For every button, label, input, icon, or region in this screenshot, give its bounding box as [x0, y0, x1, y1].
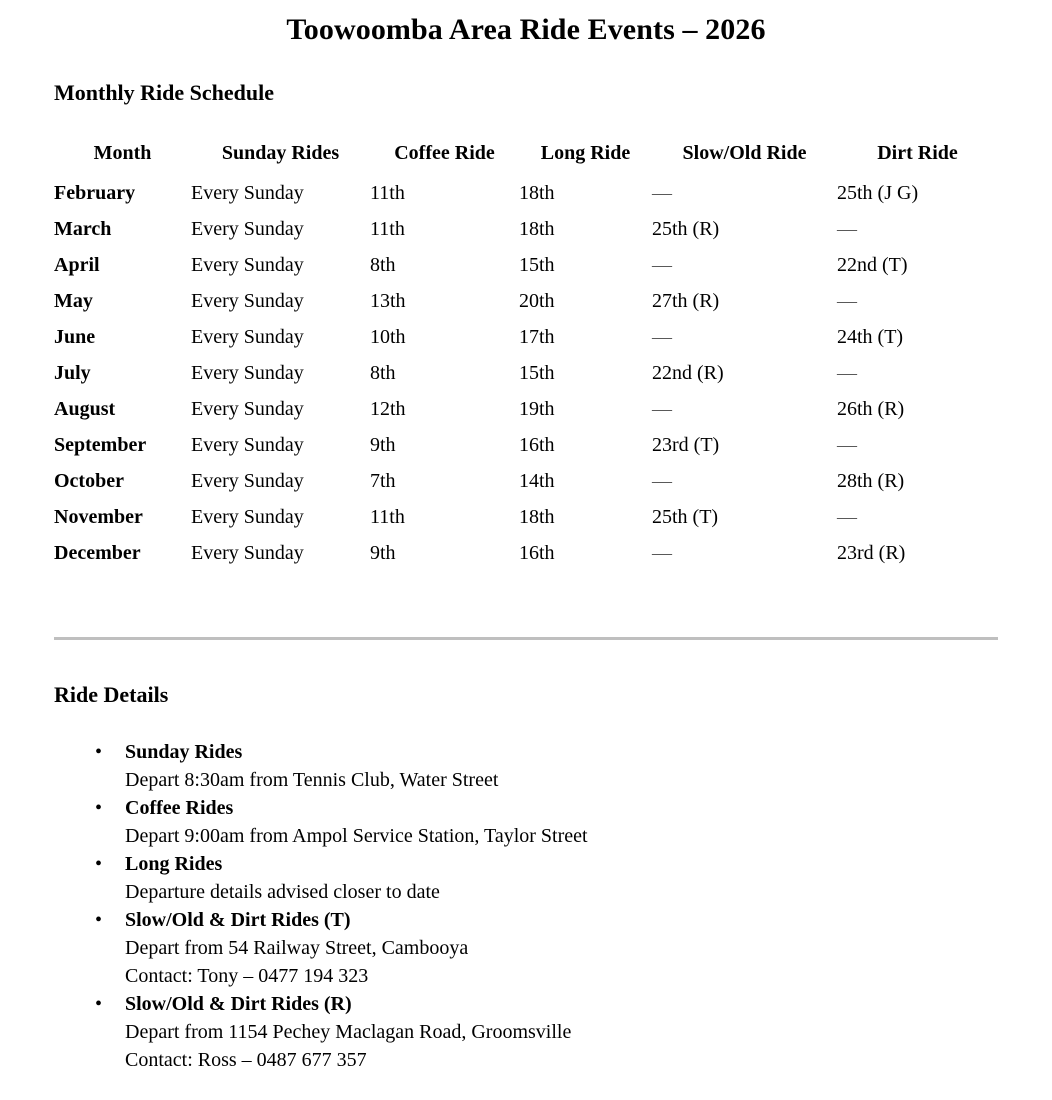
cell-dirt-ride: 24th (T)	[837, 326, 904, 348]
cell-sunday-rides: Every Sunday	[191, 434, 304, 456]
cell-coffee-ride: 9th	[370, 434, 396, 456]
cell-dirt-ride	[837, 284, 998, 320]
cell-long-ride: 18th	[519, 182, 555, 204]
cell-dirt-ride: 25th (J G)	[837, 182, 919, 204]
bullet-icon: •	[95, 909, 103, 931]
bullet-icon: •	[95, 993, 103, 1015]
monthly-ride-schedule-table	[54, 142, 998, 572]
cell-coffee-ride: 11th	[370, 506, 405, 528]
cell-sunday-rides: Every Sunday	[191, 254, 304, 276]
table-row	[54, 356, 998, 392]
ride-details-list	[54, 738, 914, 1074]
column-header-coffee-ride: Coffee Ride	[394, 142, 495, 164]
cell-long-ride: 18th	[519, 218, 555, 240]
cell-coffee-ride: 10th	[370, 326, 406, 348]
cell-long-ride: 17th	[519, 326, 555, 348]
empty-dash: —	[652, 398, 672, 420]
empty-dash: —	[837, 434, 857, 456]
cell-long-ride: 15th	[519, 254, 555, 276]
cell-slow-old-ride	[652, 248, 837, 284]
cell-long-ride: 16th	[519, 434, 555, 456]
cell-month: April	[54, 254, 100, 276]
cell-slow-old-ride	[652, 320, 837, 356]
cell-dirt-ride: 22nd (T)	[837, 254, 908, 276]
cell-sunday-rides: Every Sunday	[191, 506, 304, 528]
column-header-dirt-ride: Dirt Ride	[877, 142, 958, 164]
empty-dash: —	[652, 254, 672, 276]
list-item	[54, 738, 914, 794]
cell-long-ride: 20th	[519, 290, 555, 312]
table-body	[54, 176, 998, 572]
detail-line: Depart from 1154 Pechey Maclagan Road, Groomsville	[125, 1021, 572, 1043]
empty-dash: —	[652, 182, 672, 204]
detail-line: Contact: Tony – 0477 194 323	[125, 965, 369, 987]
cell-slow-old-ride: 22nd (R)	[652, 362, 724, 384]
cell-month: August	[54, 398, 116, 420]
cell-dirt-ride: 28th (R)	[837, 470, 905, 492]
cell-coffee-ride: 12th	[370, 398, 406, 420]
cell-sunday-rides: Every Sunday	[191, 362, 304, 384]
cell-month: June	[54, 326, 96, 348]
column-header-month: Month	[93, 142, 152, 164]
table-row	[54, 500, 998, 536]
detail-line: Departure details advised closer to date	[125, 881, 440, 903]
cell-coffee-ride: 11th	[370, 182, 405, 204]
detail-title: Long Rides	[125, 853, 223, 875]
list-item	[54, 906, 914, 990]
cell-month: May	[54, 290, 93, 312]
cell-coffee-ride: 9th	[370, 542, 396, 564]
detail-line: Contact: Ross – 0487 677 357	[125, 1049, 367, 1071]
cell-coffee-ride: 13th	[370, 290, 406, 312]
table-row	[54, 392, 998, 428]
table-row	[54, 284, 998, 320]
cell-sunday-rides: Every Sunday	[191, 182, 304, 204]
table-row	[54, 320, 998, 356]
cell-dirt-ride: 23rd (R)	[837, 542, 906, 564]
empty-dash: —	[652, 470, 672, 492]
cell-long-ride: 15th	[519, 362, 555, 384]
list-item	[54, 794, 914, 850]
cell-long-ride: 18th	[519, 506, 555, 528]
table-row	[54, 428, 998, 464]
cell-slow-old-ride: 23rd (T)	[652, 434, 720, 456]
table-row	[54, 212, 998, 248]
empty-dash: —	[652, 326, 672, 348]
cell-coffee-ride: 7th	[370, 470, 396, 492]
bullet-icon: •	[95, 797, 103, 819]
empty-dash: —	[837, 506, 857, 528]
detail-line: Depart 9:00am from Ampol Service Station, Taylor Street	[125, 825, 588, 847]
cell-slow-old-ride	[652, 536, 837, 572]
cell-month: December	[54, 542, 141, 564]
cell-slow-old-ride: 25th (R)	[652, 218, 720, 240]
detail-title: Sunday Rides	[125, 741, 243, 763]
cell-sunday-rides: Every Sunday	[191, 470, 304, 492]
cell-dirt-ride	[837, 212, 998, 248]
cell-sunday-rides: Every Sunday	[191, 542, 304, 564]
schedule-section-heading: Monthly Ride Schedule	[54, 80, 275, 105]
cell-month: March	[54, 218, 112, 240]
detail-line: Depart 8:30am from Tennis Club, Water Street	[125, 769, 499, 791]
cell-month: October	[54, 470, 124, 492]
detail-title: Slow/Old & Dirt Rides (R)	[125, 993, 352, 1015]
cell-long-ride: 14th	[519, 470, 555, 492]
cell-sunday-rides: Every Sunday	[191, 326, 304, 348]
cell-month: November	[54, 506, 143, 528]
cell-slow-old-ride	[652, 392, 837, 428]
cell-dirt-ride	[837, 356, 998, 392]
cell-coffee-ride: 8th	[370, 254, 396, 276]
page-title: Toowoomba Area Ride Events – 2026	[286, 13, 766, 46]
table-bottom-rule	[54, 637, 998, 640]
cell-slow-old-ride: 27th (R)	[652, 290, 720, 312]
cell-coffee-ride: 8th	[370, 362, 396, 384]
cell-long-ride: 16th	[519, 542, 555, 564]
cell-sunday-rides: Every Sunday	[191, 218, 304, 240]
cell-slow-old-ride: 25th (T)	[652, 506, 719, 528]
detail-title: Coffee Rides	[125, 797, 234, 819]
detail-title: Slow/Old & Dirt Rides (T)	[125, 909, 351, 931]
cell-month: July	[54, 362, 91, 384]
table-row	[54, 248, 998, 284]
table-row	[54, 536, 998, 572]
list-item	[54, 850, 914, 906]
empty-dash: —	[652, 542, 672, 564]
cell-slow-old-ride	[652, 176, 837, 212]
list-item	[54, 990, 914, 1074]
table-header-row	[54, 142, 998, 176]
cell-dirt-ride	[837, 500, 998, 536]
cell-sunday-rides: Every Sunday	[191, 290, 304, 312]
bullet-icon: •	[95, 853, 103, 875]
cell-long-ride: 19th	[519, 398, 555, 420]
column-header-slow-old-ride: Slow/Old Ride	[682, 142, 807, 164]
table-row	[54, 176, 998, 212]
column-header-long-ride: Long Ride	[540, 142, 631, 164]
cell-dirt-ride	[837, 428, 998, 464]
bullet-icon: •	[95, 741, 103, 763]
cell-coffee-ride: 11th	[370, 218, 405, 240]
details-section-heading: Ride Details	[54, 682, 169, 707]
cell-month: September	[54, 434, 147, 456]
detail-line: Depart from 54 Railway Street, Cambooya	[125, 937, 469, 959]
cell-slow-old-ride	[652, 464, 837, 500]
empty-dash: —	[837, 290, 857, 312]
table-row	[54, 464, 998, 500]
empty-dash: —	[837, 218, 857, 240]
cell-dirt-ride: 26th (R)	[837, 398, 905, 420]
empty-dash: —	[837, 362, 857, 384]
cell-month: February	[54, 182, 136, 204]
column-header-sunday-rides: Sunday Rides	[221, 142, 340, 164]
cell-sunday-rides: Every Sunday	[191, 398, 304, 420]
